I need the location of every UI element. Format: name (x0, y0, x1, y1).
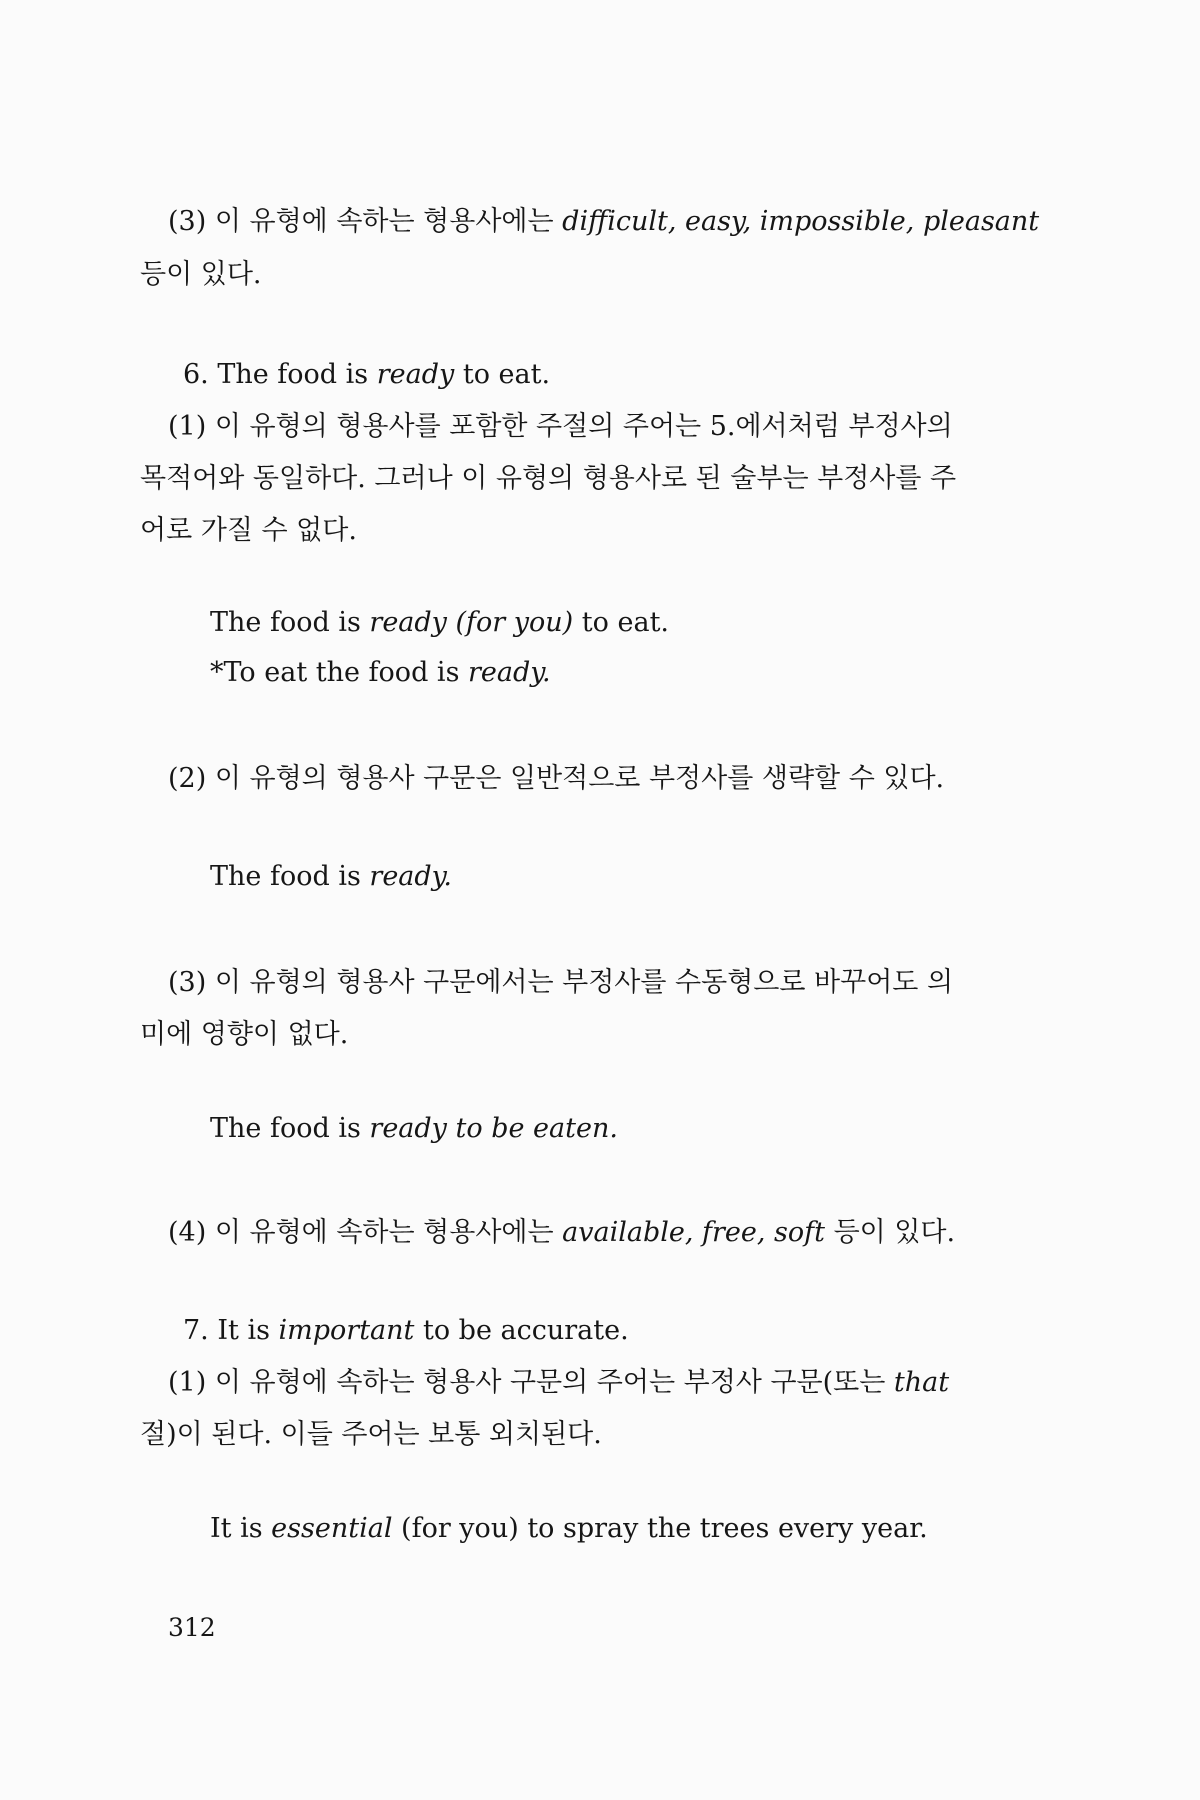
example-7-1: It is essential (for you) to spray the trees every year. (210, 1513, 928, 1544)
item-6-1-line-3: 어로 가질 수 없다. (140, 515, 357, 546)
section-7-heading: 7. It is important to be accurate. (183, 1315, 629, 1346)
example-6-1: The food is ready (for you) to eat. (210, 607, 669, 638)
page-number: 312 (168, 1613, 216, 1642)
item-6-3-line-1: (3) 이 유형의 형용사 구문에서는 부정사를 수동형으로 바꾸어도 의 (168, 967, 954, 998)
section-6-heading: 6. The food is ready to eat. (183, 359, 551, 390)
item-6-1-line-1: (1) 이 유형의 형용사를 포함한 주절의 주어는 5.에서처럼 부정사의 (168, 411, 953, 442)
item-5-3-line-1 (168, 205, 1039, 239)
item-5-3-line-2: 등이 있다. (140, 259, 262, 290)
example-6-4: The food is ready to be eaten. (210, 1113, 618, 1144)
item-5-3-text: (3) 이 유형에 속하는 형용사에는 (168, 206, 563, 237)
item-6-2: (2) 이 유형의 형용사 구문은 일반적으로 부정사를 생략할 수 있다. (168, 763, 945, 794)
example-6-2-ungrammatical: *To eat the food is ready. (210, 657, 551, 688)
item-7-1-line-1: (1) 이 유형에 속하는 형용사 구문의 주어는 부정사 구문(또는 that (168, 1367, 950, 1398)
item-6-3-line-2: 미에 영향이 없다. (140, 1019, 349, 1050)
item-7-1-line-2: 절)이 된다. 이들 주어는 보통 외치된다. (140, 1419, 602, 1450)
item-6-4: (4) 이 유형에 속하는 형용사에는 available, free, soft 등이 있다. (168, 1217, 956, 1248)
item-6-1-line-2: 목적어와 동일하다. 그러나 이 유형의 형용사로 된 술부는 부정사를 주 (140, 463, 957, 494)
item-5-3-adjectives: difficult, easy, impossible, pleasant (562, 206, 1040, 237)
example-6-3: The food is ready. (210, 861, 452, 892)
